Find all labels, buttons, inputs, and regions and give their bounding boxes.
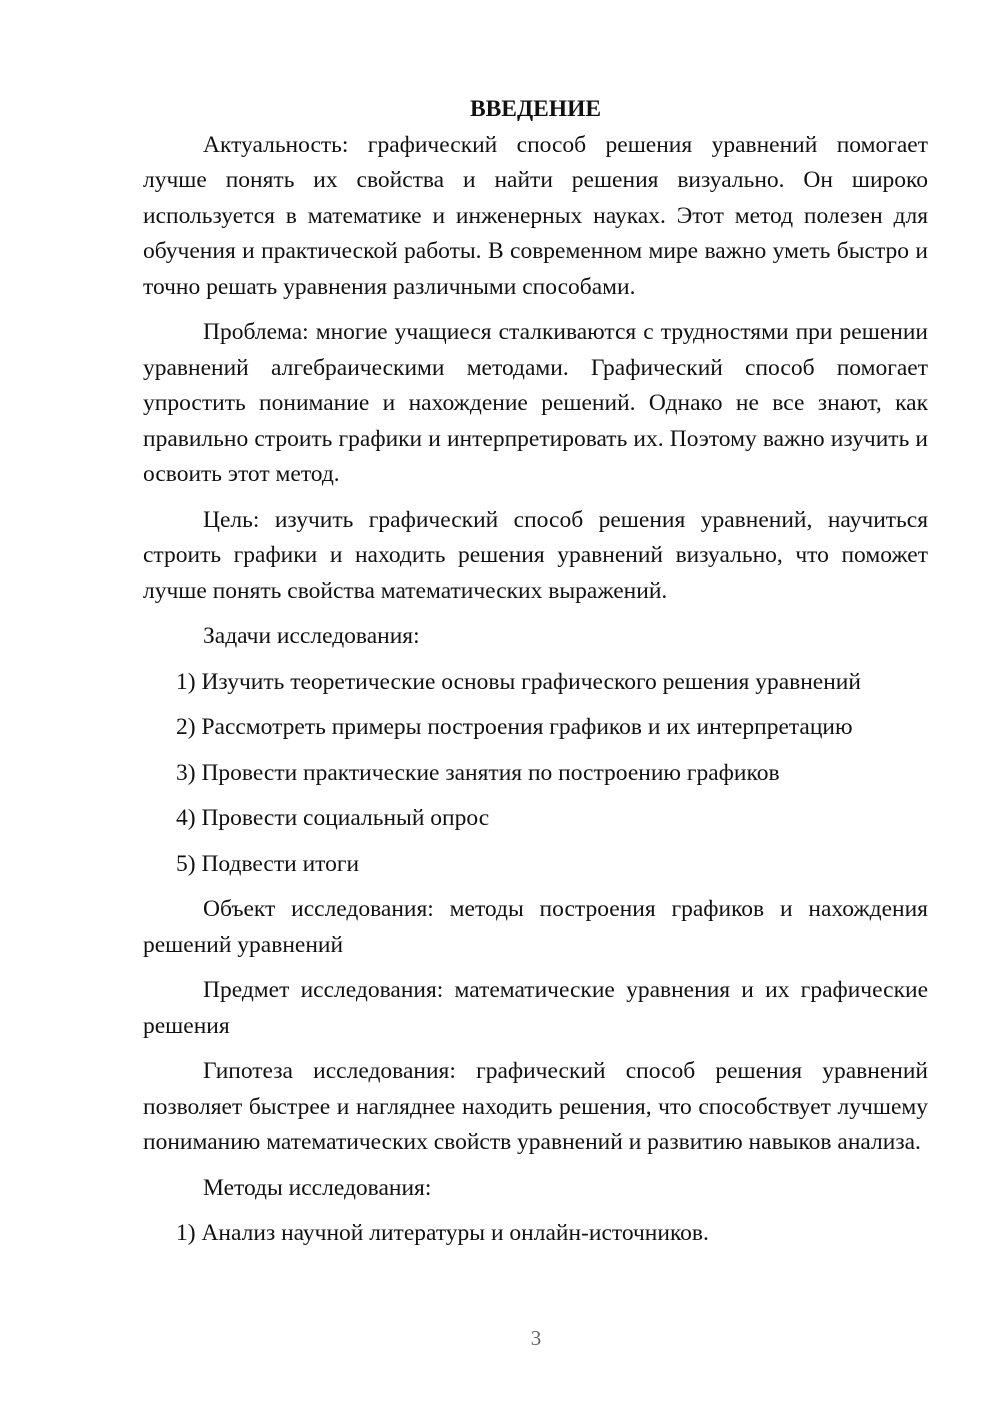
goal-paragraph: Цель: изучить графический способ решения уравнений, научиться строить графики и находить решения уравнений визуально, что поможет лучше понять свойства математических выражений. — [143, 506, 928, 604]
task-item: 2) Рассмотреть примеры построения графиков и их интерпретацию — [176, 714, 853, 740]
document-title: ВВЕДЕНИЕ — [469, 96, 602, 122]
task-item: 4) Провести социальный опрос — [176, 805, 490, 831]
task-item: 3) Провести практические занятия по построению графиков — [176, 759, 780, 786]
subject-paragraph: Предмет исследования: математические уравнения и их графические решения — [143, 977, 928, 1039]
problem-paragraph: Проблема: многие учащиеся сталкиваются с трудностями при решении уравнений алгебраическими методами. Графический способ помогает упростить понимание и нахождение решений. Однако не все знают, как правильно строить графики и интерпретировать их. Поэтому важно изучить и освоить этот метод. — [143, 319, 928, 487]
method-item: 1) Анализ научной литературы и онлайн-источников. — [176, 1220, 709, 1246]
document-page — [143, 92, 928, 1252]
hypothesis-paragraph: Гипотеза исследования: графический способ решения уравнений позволяет быстрее и нагляднее находить решения, что способствует лучшему пониманию математических свойств уравнений и развитию навыков анализа. — [143, 1058, 928, 1155]
tasks-list — [143, 665, 928, 883]
object-paragraph: Объект исследования: методы построения графиков и нахождения решений уравнений — [143, 896, 928, 958]
methods-list — [143, 1216, 928, 1252]
methods-label: Методы исследования: — [203, 1174, 432, 1201]
task-item: 5) Подвести итоги — [176, 850, 360, 877]
tasks-label: Задачи исследования: — [203, 623, 420, 649]
task-item: 1) Изучить теоретические основы графического решения уравнений — [176, 668, 861, 695]
page-number: 3 — [530, 1326, 542, 1350]
relevance-paragraph: Актуальность: графический способ решения уравнений помогает лучше понять их свойства и найти решения визуально. Он широко используется в математике и инженерных науках. Этот метод полезен для обучения и практической работы. В современном мире важно уметь быстро и точно решать уравнения различными способами. — [143, 131, 928, 300]
